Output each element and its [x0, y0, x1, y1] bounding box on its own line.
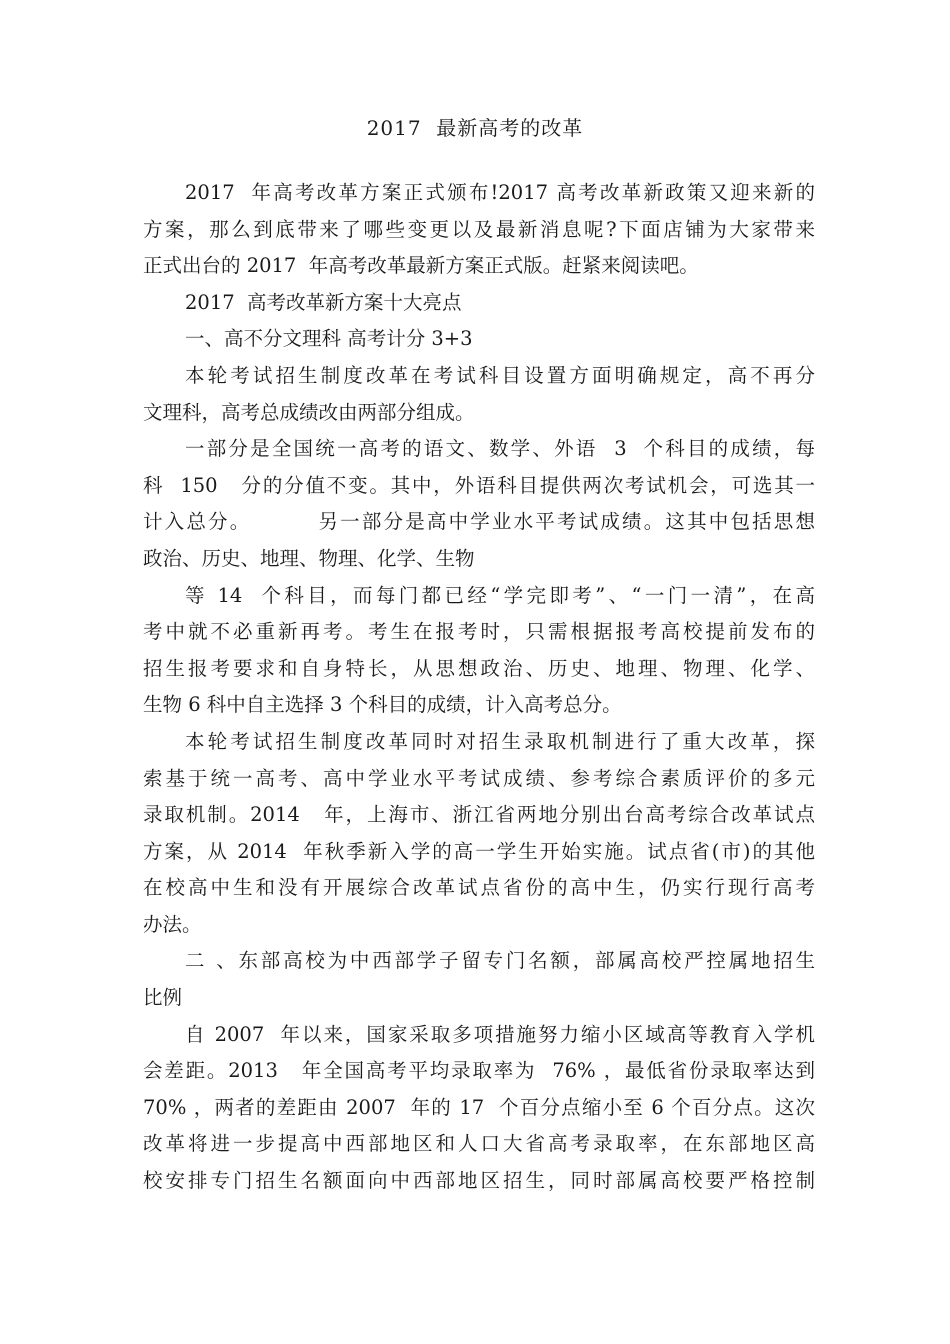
- text-line: 2017 高考改革新方案十大亮点: [185, 290, 462, 314]
- text-line: 2017 年高考改革方案正式颁布!2017 高考改革新政策又迎来新的: [185, 181, 815, 204]
- text-line: 二 、东部高校为中西部学子留专门名额，部属高校严控属地招生: [185, 949, 815, 973]
- text-line: 比例: [143, 986, 183, 1010]
- text-line: 一部分是全国统一高考的语文、数学、外语 3 个科目的成绩，每: [185, 437, 815, 461]
- text-line: 自 2007 年以来，国家采取多项措施努力缩小区域高等教育入学机: [185, 1022, 815, 1046]
- text-line: 本轮考试招生制度改革同时对招生录取机制进行了重大改革，探: [185, 729, 815, 753]
- text-line: 招生报考要求和自身特长，从思想政治、历史、地理、物理、化学、: [143, 656, 815, 680]
- text-line: 正式出台的 2017 年高考改革最新方案正式版。赶紧来阅读吧。: [143, 254, 699, 278]
- text-line: 办法。: [143, 912, 202, 936]
- text-line: 文理科，高考总成绩改由两部分组成。: [143, 400, 475, 424]
- text-line: 一、高不分文理科 高考计分 3+3: [185, 327, 473, 351]
- text-line: 考中就不必重新再考。考生在报考时，只需根据报考高校提前发布的: [143, 620, 815, 644]
- document-title: 2017 最新高考的改革: [366, 116, 584, 140]
- text-line: 校安排专门招生名额面向中西部地区招生，同时部属高校要严格控制: [143, 1169, 815, 1193]
- text-line: 改革将进一步提高中西部地区和人口大省高考录取率，在东部地区高: [143, 1132, 815, 1156]
- text-line: 政治、历史、地理、物理、化学、生物: [143, 546, 475, 570]
- text-line: 录取机制。2014 年，上海市、浙江省两地分别出台高考综合改革试点: [143, 803, 815, 827]
- text-line: 生物 6 科中自主选择 3 个科目的成绩，计入高考总分。: [143, 693, 622, 717]
- text-line: 科 150 分的分值不变。其中，外语科目提供两次考试机会，可选其一: [143, 473, 815, 497]
- text-line: 在校高中生和没有开展综合改革试点省份的高中生，仍实行现行高考: [143, 876, 815, 900]
- text-line: 索基于统一高考、高中学业水平考试成绩、参考综合素质评价的多元: [143, 766, 815, 790]
- document-body: [143, 175, 815, 1200]
- text-line: 70% ，两者的差距由 2007 年的 17 个百分点缩小至 6 个百分点。这次: [143, 1095, 815, 1119]
- text-line: 会差距。2013 年全国高考平均录取率为 76% ，最低省份录取率达到: [143, 1059, 815, 1083]
- text-line: 方案，从 2014 年秋季新入学的高一学生开始实施。试点省(市)的其他: [143, 839, 815, 863]
- text-line: 计入总分。 另一部分是高中学业水平考试成绩。这其中包括思想: [143, 510, 815, 534]
- text-line: 等 14 个科目，而每门都已经“学完即考”、“一门一清”，在高: [185, 583, 815, 607]
- text-line: 方案，那么到底带来了哪些变更以及最新消息呢?下面店铺为大家带来: [143, 217, 815, 241]
- text-line: 本轮考试招生制度改革在考试科目设置方面明确规定，高不再分: [185, 363, 815, 387]
